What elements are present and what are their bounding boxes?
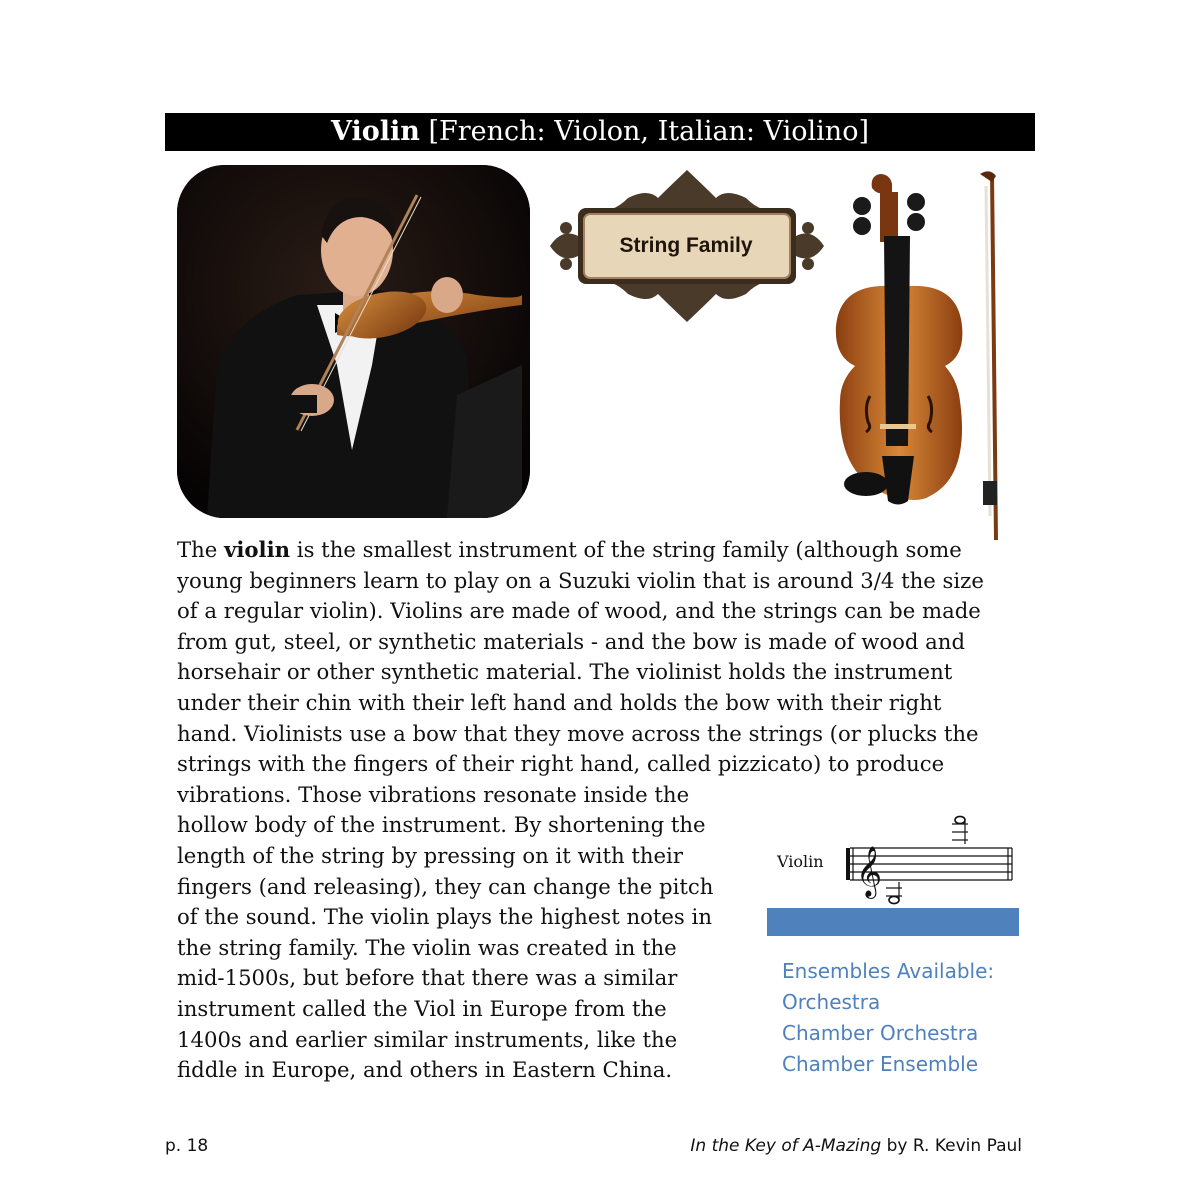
wrapped-line: fingers (and releasing), they can change the pitch [177, 873, 714, 899]
book-title: In the Key of A-Mazing [690, 1136, 882, 1156]
high-note [955, 816, 965, 823]
violin-and-bow-illustration [800, 166, 1020, 544]
plaque-label: String Family [619, 234, 753, 257]
range-label: Violin [777, 852, 824, 871]
keyword-violin: violin [224, 537, 291, 562]
wrapped-line: length of the string by pressing on it with their [177, 842, 683, 868]
low-note [889, 896, 899, 903]
title-translations: [French: Violon, Italian: Violino] [419, 116, 869, 147]
range-bar [767, 908, 1019, 936]
wrapped-line: of the sound. The violin plays the highest notes in [177, 904, 712, 930]
wrapped-line: instrument called the Viol in Europe from the [177, 995, 667, 1021]
title-instrument: Violin [331, 116, 420, 147]
wrapped-line: 1400s and earlier similar instruments, like the [177, 1026, 678, 1052]
wrapped-line: vibrations. Those vibrations resonate inside the [177, 781, 690, 807]
ensembles-list [782, 956, 1012, 1080]
page-title [165, 113, 1035, 151]
ensemble-item: Orchestra [782, 990, 881, 1014]
wrapped-line: hollow body of the instrument. By shortening the [177, 812, 706, 838]
ensembles-heading: Ensembles Available: [782, 959, 995, 983]
wrapped-line: fiddle in Europe, and others in Eastern China. [177, 1057, 673, 1083]
byline: by R. Kevin Paul [881, 1136, 1022, 1156]
violinist-photo [177, 165, 530, 518]
wrapped-line: mid-1500s, but before that there was a similar [177, 965, 678, 991]
footer-credit [690, 1136, 1022, 1156]
page-number: p. 18 [165, 1136, 209, 1156]
description-paragraph: The violin is the smallest instrument of the string family (although some young beginners learn to play on a Suzuki violin that is around 3/4 the size of a regular violin). Violins are made of wood, and the strings can be made from gut, steel, or synthetic materials - and the bow is made of wood and horsehair or other synthetic material. The violinist holds the instrument under their chin with their left hand and holds the bow with their right hand. Violinists use a bow that they move across the strings (or plucks the strings with the fingers of their right hand, called pizzicato) to produce [177, 537, 984, 777]
wrapped-line: the string family. The violin was created in the [177, 934, 677, 960]
ensemble-item: Chamber Ensemble [782, 1052, 979, 1076]
violin-range-staff [840, 810, 1020, 910]
treble-clef-icon: 𝄞 [856, 846, 883, 897]
ensemble-item: Chamber Orchestra [782, 1021, 979, 1045]
